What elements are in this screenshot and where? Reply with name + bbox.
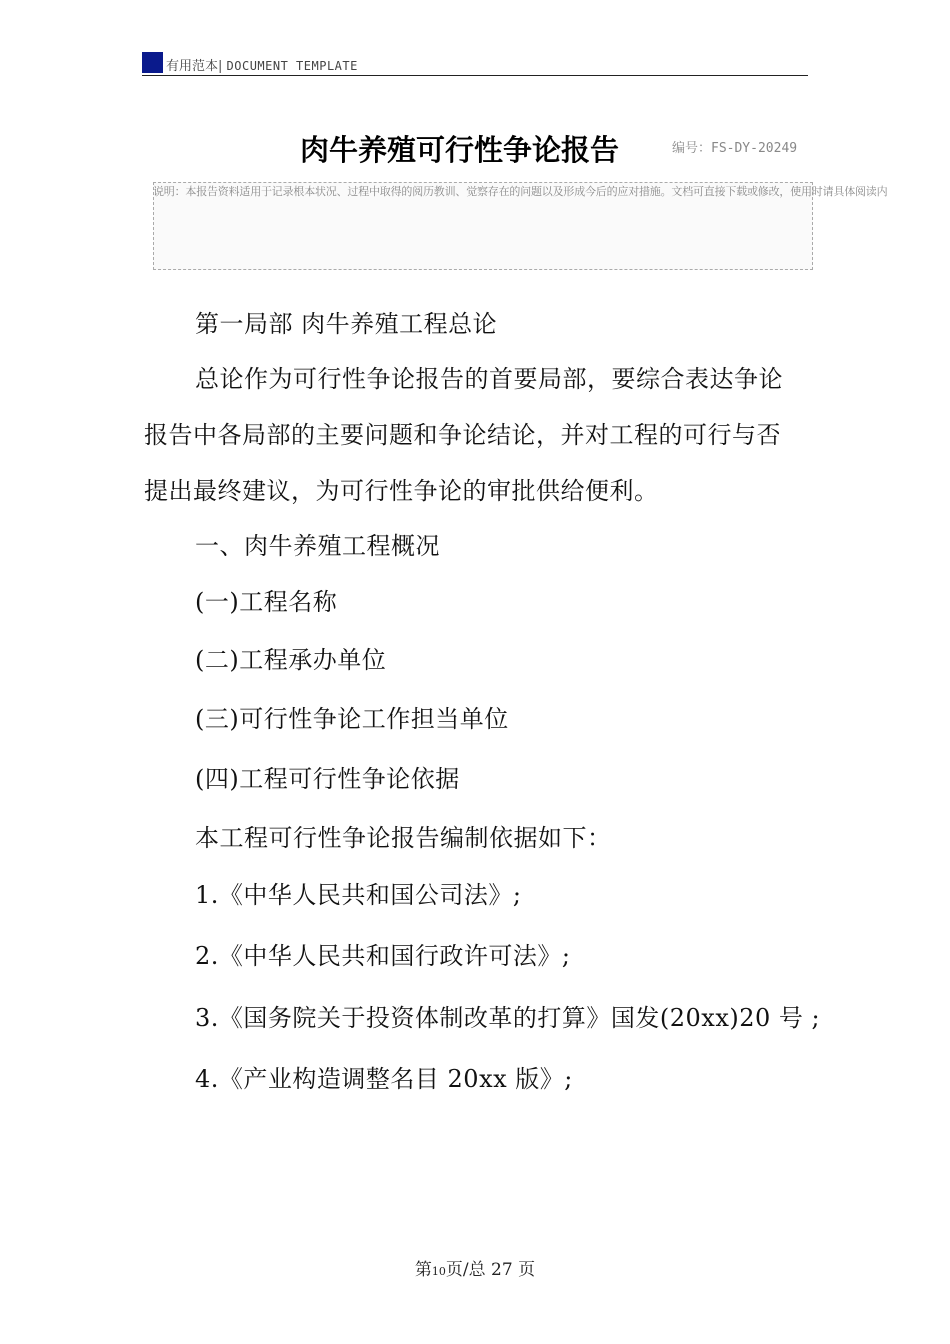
item-study-basis: (四)工程可行性争论依据 <box>195 765 460 793</box>
document-number: 编号：FS-DY-20249 <box>672 141 798 156</box>
basis-item-4: 4.《产业构造调整名目 20xx 版》; <box>195 1065 573 1093</box>
page-footer <box>0 1255 950 1280</box>
basis-item-3: 3.《国务院关于投资体制改革的打算》国发(20xx)20 号 ; <box>195 1004 821 1032</box>
item-study-unit: (三)可行性争论工作担当单位 <box>195 705 509 733</box>
intro-line-2: 报告中各局部的主要问题和争论结论，并对工程的可行与否 <box>144 421 781 449</box>
note-text: 说明：本报告资料适用于记录根本状况、过程中取得的阅历教训、觉察存在的问题以及形成今后的应对措施。文档可直接下载或修改，使用时请具体阅读内 <box>153 185 888 198</box>
brand-logo-square <box>142 52 163 73</box>
header-subtitle: DOCUMENT TEMPLATE <box>226 59 358 73</box>
page-header <box>142 51 808 76</box>
basis-intro: 本工程可行性争论报告编制依据如下： <box>195 824 612 852</box>
header-brand: 有用范本| <box>166 59 223 74</box>
footer-prefix: 第 <box>414 1260 432 1280</box>
item-undertaking-unit: (二)工程承办单位 <box>195 646 387 674</box>
footer-suffix: 页/总 27 页 <box>445 1260 536 1280</box>
item-project-name: (一)工程名称 <box>195 588 338 616</box>
subheading-overview: 一、肉牛养殖工程概况 <box>195 532 440 560</box>
header-text <box>166 55 358 74</box>
footer-page-number: 10 <box>431 1265 446 1278</box>
basis-item-2: 2.《中华人民共和国行政许可法》; <box>195 942 571 970</box>
intro-line-3: 提出最终建议，为可行性争论的审批供给便利。 <box>144 477 659 505</box>
section-heading: 第一局部 肉牛养殖工程总论 <box>195 310 498 338</box>
intro-line-1: 总论作为可行性争论报告的首要局部，要综合表达争论 <box>195 365 783 393</box>
basis-item-1: 1.《中华人民共和国公司法》; <box>195 881 522 909</box>
document-title: 肉牛养殖可行性争论报告 <box>300 133 620 167</box>
